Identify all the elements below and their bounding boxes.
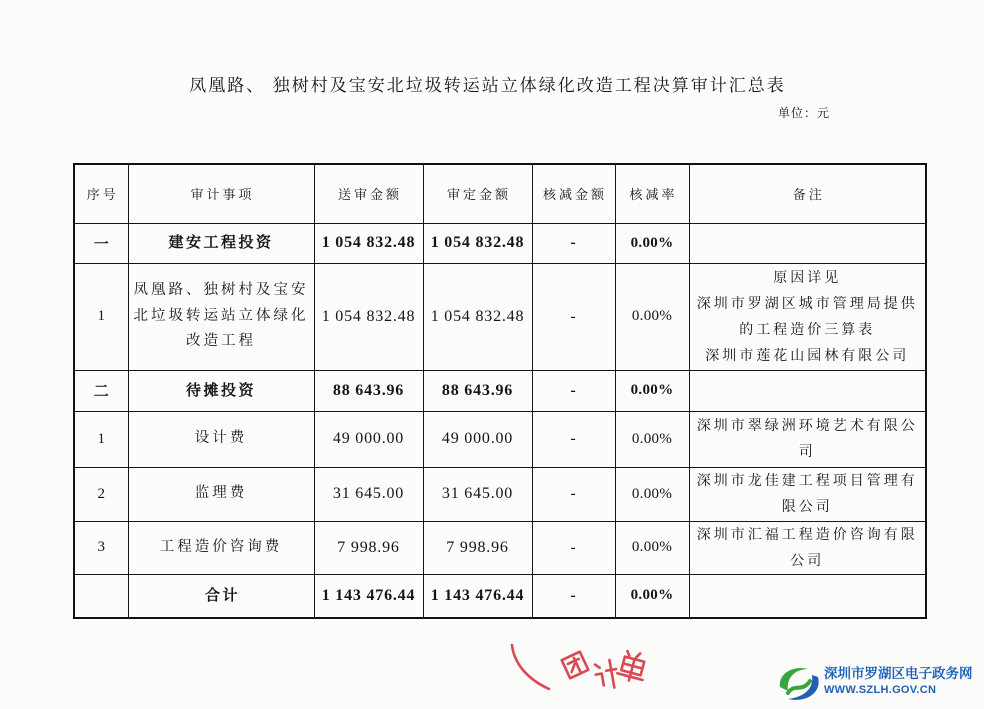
row-number: 1: [74, 263, 128, 370]
reduction-rate: 0.00%: [615, 411, 689, 467]
submitted-amount: 1 054 832.48: [314, 223, 423, 263]
header-approved-amount: 审定金额: [423, 164, 532, 223]
total-label: 合计: [128, 574, 314, 618]
audit-item: 设计费: [128, 411, 314, 467]
remark: [689, 370, 926, 411]
total-reduction-rate: 0.00%: [615, 574, 689, 618]
row-number: 3: [74, 521, 128, 574]
approved-amount: 49 000.00: [423, 411, 532, 467]
table-total-row: [74, 574, 926, 618]
total-reduction-amount: -: [532, 574, 615, 618]
reduction-amount: -: [532, 521, 615, 574]
row-number: 2: [74, 467, 128, 521]
table-header-row: [74, 164, 926, 223]
table-row: [74, 370, 926, 411]
audit-item: 工程造价咨询费: [128, 521, 314, 574]
row-number: 1: [74, 411, 128, 467]
logo-center-swoosh: [788, 681, 810, 693]
seal-glyph: [562, 652, 589, 679]
reduction-rate: 0.00%: [615, 223, 689, 263]
table-row: [74, 411, 926, 467]
audit-item: 待摊投资: [128, 370, 314, 411]
table-row: [74, 521, 926, 574]
remark: 深圳市翠绿洲环境艺术有限公 司: [689, 411, 926, 467]
header-audit-item: 审计事项: [128, 164, 314, 223]
submitted-amount: 88 643.96: [314, 370, 423, 411]
header-reduction-rate: 核减率: [615, 164, 689, 223]
approved-amount: 7 998.96: [423, 521, 532, 574]
audit-item: 凤凰路、独树村及宝安 北垃圾转运站立体绿化 改造工程: [128, 263, 314, 370]
submitted-amount: 31 645.00: [314, 467, 423, 521]
seal-ring-arc: [512, 645, 549, 689]
remark: 深圳市龙佳建工程项目管理有 限公司: [689, 467, 926, 521]
submitted-amount: 7 998.96: [314, 521, 423, 574]
site-name: 深圳市罗湖区电子政务网: [824, 666, 973, 682]
reduction-amount: -: [532, 411, 615, 467]
approved-amount: 1 054 832.48: [423, 263, 532, 370]
header-number: 序号: [74, 164, 128, 223]
total-submitted-amount: 1 143 476.44: [314, 574, 423, 618]
reduction-rate: 0.00%: [615, 467, 689, 521]
audit-item: 监理费: [128, 467, 314, 521]
reduction-rate: 0.00%: [615, 263, 689, 370]
reduction-amount: -: [532, 263, 615, 370]
reduction-rate: 0.00%: [615, 521, 689, 574]
red-seal-stamp-icon: [503, 633, 653, 709]
szlh-swoosh-logo-icon: [776, 663, 822, 703]
table-row: [74, 263, 926, 370]
site-logo-text: [824, 666, 973, 697]
reduction-rate: 0.00%: [615, 370, 689, 411]
header-remark: 备注: [689, 164, 926, 223]
audit-summary-table: [73, 163, 927, 619]
remark: 原因详见 深圳市罗湖区城市管理局提供 的工程造价三算表 深圳市莲花山园林有限公司: [689, 263, 926, 370]
header-submitted-amount: 送审金额: [314, 164, 423, 223]
remark: [689, 223, 926, 263]
table-row: [74, 223, 926, 263]
row-number: 二: [74, 370, 128, 411]
row-number: [74, 574, 128, 618]
reduction-amount: -: [532, 467, 615, 521]
submitted-amount: 49 000.00: [314, 411, 423, 467]
submitted-amount: 1 054 832.48: [314, 263, 423, 370]
approved-amount: 1 054 832.48: [423, 223, 532, 263]
row-number: 一: [74, 223, 128, 263]
unit-label: 单位：元: [778, 106, 831, 120]
remark: 深圳市汇福工程造价咨询有限 公司: [689, 521, 926, 574]
audit-item: 建安工程投资: [128, 223, 314, 263]
approved-amount: 88 643.96: [423, 370, 532, 411]
reduction-amount: -: [532, 223, 615, 263]
site-address: WWW.SZLH.GOV.CN: [824, 684, 937, 696]
header-reduction-amount: 核减金额: [532, 164, 615, 223]
seal-glyph: [594, 659, 620, 690]
reduction-amount: -: [532, 370, 615, 411]
seal-glyph: [616, 649, 649, 684]
document-title: 凤凰路、 独树村及宝安北垃圾转运站立体绿化改造工程决算审计汇总表: [189, 76, 786, 96]
approved-amount: 31 645.00: [423, 467, 532, 521]
remark: [689, 574, 926, 618]
total-approved-amount: 1 143 476.44: [423, 574, 532, 618]
table-row: [74, 467, 926, 521]
